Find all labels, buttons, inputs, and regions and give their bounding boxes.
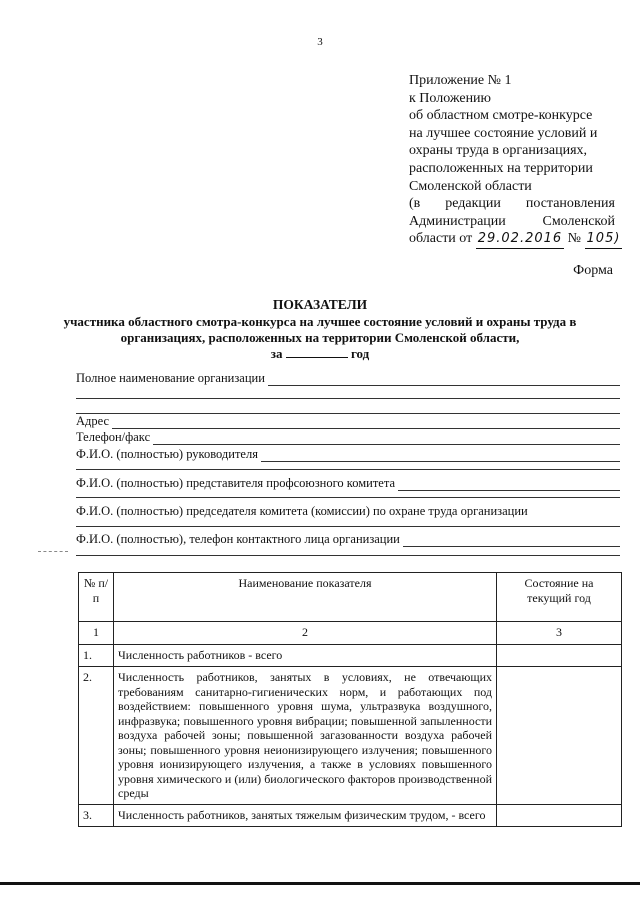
- header-number: № п/п: [79, 573, 114, 622]
- document-title: ПОКАЗАТЕЛИ: [272, 297, 368, 312]
- appendix-word: области от: [409, 231, 473, 247]
- column-number-cell: 1: [79, 622, 114, 645]
- page-number: 3: [317, 36, 323, 48]
- appendix-line-3: об областном смотре-конкурсе: [409, 108, 593, 124]
- org-name-field-line-2[interactable]: [76, 398, 620, 399]
- title-line-2: участника областного смотра-конкурса на лучшее состояние условий и охраны труда в: [63, 314, 577, 329]
- address-row: [76, 413, 620, 429]
- appendix-line-7: Смоленской области: [409, 178, 532, 194]
- committee-chair-label: Ф.И.О. (полностью) председателя комитета (комиссии) по охране труда организации: [76, 504, 528, 518]
- row-value-cell[interactable]: [497, 804, 622, 826]
- org-name-row: [76, 370, 620, 386]
- margin-mark: [38, 551, 68, 552]
- row-indicator: Численность работников - всего: [114, 645, 497, 667]
- bottom-scan-bar: [0, 882, 640, 885]
- org-name-label: Полное наименование организации: [76, 371, 265, 385]
- handwritten-date: 29.02.2016: [476, 230, 564, 249]
- appendix-word: (в: [409, 196, 421, 212]
- head-field[interactable]: [261, 449, 620, 462]
- row-number: 1.: [79, 645, 114, 667]
- indicators-table: [78, 572, 622, 827]
- contact-field[interactable]: [403, 534, 620, 547]
- table-row: [79, 804, 622, 826]
- row-value-cell[interactable]: [497, 645, 622, 667]
- head-label: Ф.И.О. (полностью) руководителя: [76, 447, 258, 461]
- appendix-line-5: охраны труда в организациях,: [409, 143, 588, 159]
- head-row: [76, 446, 620, 462]
- union-rep-field-line-2[interactable]: [76, 497, 620, 498]
- committee-chair-row: [76, 503, 620, 519]
- appendix-line-4: на лучшее состояние условий и: [409, 125, 598, 141]
- contact-row: [76, 531, 620, 547]
- table-row: [79, 645, 622, 667]
- year-suffix: год: [350, 346, 370, 361]
- appendix-line-1: Приложение № 1: [409, 73, 512, 88]
- appendix-word: Администрации: [409, 213, 506, 229]
- org-name-field[interactable]: [268, 373, 620, 386]
- union-rep-field[interactable]: [398, 478, 620, 491]
- phone-row: [76, 429, 620, 445]
- phone-label: Телефон/факс: [76, 430, 151, 444]
- table-column-numbers-row: [79, 622, 622, 645]
- appendix-word: редакции: [445, 196, 501, 212]
- address-field[interactable]: [112, 416, 620, 429]
- row-number: 3.: [79, 804, 114, 826]
- header-current-state: Состояние на текущий год: [497, 573, 622, 622]
- year-prefix: за: [270, 346, 283, 361]
- handwritten-number: 105): [585, 230, 623, 249]
- contact-field-line-2[interactable]: [76, 555, 620, 556]
- contact-label: Ф.И.О. (полностью), телефон контактного лица организации: [76, 532, 400, 546]
- row-indicator: Численность работников, занятых тяжелым физическим трудом, - всего: [114, 804, 497, 826]
- row-indicator: Численность работников, занятых в условиях, не отвечающих требованиям санитарно-гигиенических норм, и работающих под воздействием: повышенного уровня шума, ультразвука воздушного, инфразвука; повышенного уровня вибрации; повышенной запыленности воздуха рабочей зоны; повышенной загазованности воздуха рабочей зоны; повышенного уровня неионизирующего излучения; повышенного уровня ионизирующего излучения, а также в условиях повышенного уровня химического и (или) биологического факторов производственной среды: [114, 667, 497, 805]
- committee-chair-field[interactable]: [76, 526, 620, 527]
- appendix-line-6: расположенных на территории: [409, 160, 593, 176]
- appendix-word: Смоленской: [542, 213, 615, 229]
- union-rep-row: [76, 475, 620, 491]
- organization-fields: [76, 0, 620, 565]
- row-number: 2.: [79, 667, 114, 805]
- appendix-word: постановления: [525, 196, 615, 212]
- title-line-3: организациях, расположенных на территории Смоленской области,: [120, 330, 520, 345]
- head-field-line-2[interactable]: [76, 469, 620, 470]
- union-rep-label: Ф.И.О. (полностью) представителя профсоюзного комитета: [76, 476, 396, 490]
- table-row: [79, 667, 622, 805]
- table-header-row: [79, 573, 622, 622]
- appendix-line-2: к Положению: [409, 90, 492, 106]
- phone-field[interactable]: [153, 432, 620, 445]
- appendix-word: №: [567, 231, 582, 247]
- form-label: Форма: [573, 263, 613, 278]
- column-number-cell: 3: [497, 622, 622, 645]
- row-value-cell[interactable]: [497, 667, 622, 805]
- address-label: Адрес: [76, 414, 110, 428]
- column-number-cell: 2: [114, 622, 497, 645]
- header-indicator-name: Наименование показателя: [114, 573, 497, 622]
